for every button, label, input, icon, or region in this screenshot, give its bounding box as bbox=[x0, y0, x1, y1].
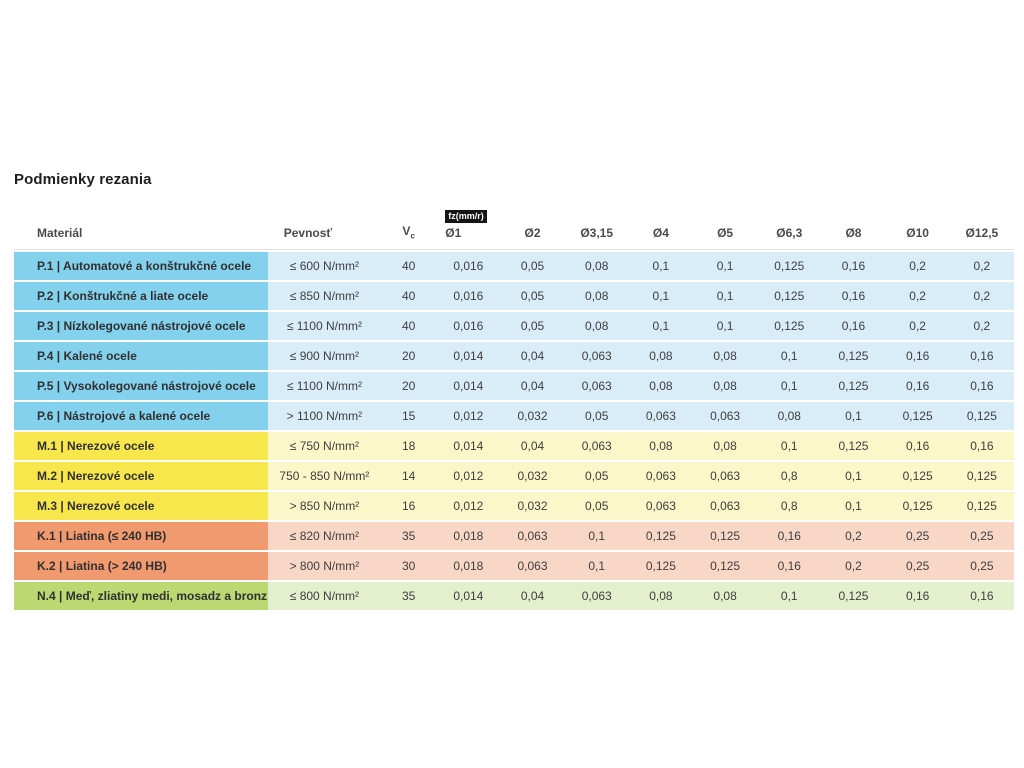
column-header-diameter-2 bbox=[500, 208, 564, 250]
fz-cell-diameter-7: 0,125 bbox=[821, 342, 885, 370]
fz-cell-diameter-8: 0,16 bbox=[886, 582, 950, 610]
fz-cell-diameter-8: 0,125 bbox=[886, 402, 950, 430]
diameter-label: Ø2 bbox=[524, 226, 541, 240]
fz-cell-diameter-7: 0,2 bbox=[821, 552, 885, 580]
fz-cell-diameter-2: 0,04 bbox=[500, 372, 564, 400]
fz-cell-diameter-2: 0,032 bbox=[500, 462, 564, 490]
column-header-diameter-4 bbox=[629, 208, 693, 250]
vc-cell: 40 bbox=[381, 252, 436, 280]
fz-cell-diameter-3: 0,05 bbox=[565, 402, 629, 430]
pevnost-cell: ≤ 800 N/mm² bbox=[268, 582, 381, 610]
fz-cell-diameter-5: 0,1 bbox=[693, 252, 757, 280]
fz-cell-diameter-3: 0,08 bbox=[565, 282, 629, 310]
fz-cell-diameter-8: 0,2 bbox=[886, 312, 950, 340]
fz-cell-diameter-6: 0,16 bbox=[757, 522, 821, 550]
fz-cell-diameter-5: 0,1 bbox=[693, 282, 757, 310]
vc-cell: 35 bbox=[381, 582, 436, 610]
fz-cell-diameter-3: 0,05 bbox=[565, 492, 629, 520]
table-row bbox=[14, 462, 1014, 490]
fz-cell-diameter-4: 0,1 bbox=[629, 312, 693, 340]
fz-cell-diameter-7: 0,1 bbox=[821, 402, 885, 430]
material-cell: P.4 | Kalené ocele bbox=[14, 342, 268, 370]
table-row bbox=[14, 522, 1014, 550]
fz-cell-diameter-1: 0,014 bbox=[436, 372, 500, 400]
fz-cell-diameter-2: 0,063 bbox=[500, 522, 564, 550]
fz-cell-diameter-7: 0,125 bbox=[821, 432, 885, 460]
vc-cell: 20 bbox=[381, 342, 436, 370]
fz-cell-diameter-5: 0,063 bbox=[693, 402, 757, 430]
pevnost-cell: > 800 N/mm² bbox=[268, 552, 381, 580]
column-header-vc bbox=[381, 208, 436, 250]
fz-cell-diameter-1: 0,014 bbox=[436, 342, 500, 370]
table-row bbox=[14, 552, 1014, 580]
fz-cell-diameter-6: 0,8 bbox=[757, 462, 821, 490]
vc-label: V bbox=[402, 223, 411, 238]
vc-cell: 30 bbox=[381, 552, 436, 580]
fz-cell-diameter-9: 0,16 bbox=[950, 582, 1014, 610]
table-row bbox=[14, 312, 1014, 340]
material-cell: P.2 | Konštrukčné a liate ocele bbox=[14, 282, 268, 310]
fz-cell-diameter-2: 0,063 bbox=[500, 552, 564, 580]
fz-cell-diameter-4: 0,1 bbox=[629, 282, 693, 310]
fz-cell-diameter-4: 0,063 bbox=[629, 492, 693, 520]
diameter-label: Ø4 bbox=[652, 226, 669, 240]
fz-cell-diameter-2: 0,05 bbox=[500, 252, 564, 280]
diameter-label: Ø3,15 bbox=[580, 226, 614, 240]
fz-cell-diameter-2: 0,032 bbox=[500, 492, 564, 520]
fz-cell-diameter-7: 0,125 bbox=[821, 582, 885, 610]
page-title: Podmienky rezania bbox=[14, 171, 152, 188]
fz-cell-diameter-2: 0,05 bbox=[500, 282, 564, 310]
material-cell: N.4 | Meď, zliatiny medi, mosadz a bronz bbox=[14, 582, 268, 610]
column-header-diameter-6 bbox=[757, 208, 821, 250]
fz-cell-diameter-9: 0,25 bbox=[950, 552, 1014, 580]
fz-cell-diameter-6: 0,08 bbox=[757, 402, 821, 430]
fz-cell-diameter-4: 0,063 bbox=[629, 402, 693, 430]
fz-cell-diameter-4: 0,08 bbox=[629, 342, 693, 370]
pevnost-cell: ≤ 750 N/mm² bbox=[268, 432, 381, 460]
fz-cell-diameter-8: 0,16 bbox=[886, 372, 950, 400]
fz-cell-diameter-6: 0,16 bbox=[757, 552, 821, 580]
fz-cell-diameter-8: 0,16 bbox=[886, 342, 950, 370]
vc-subscript: c bbox=[410, 231, 415, 240]
fz-cell-diameter-3: 0,05 bbox=[565, 462, 629, 490]
material-cell: P.3 | Nízkolegované nástrojové ocele bbox=[14, 312, 268, 340]
fz-cell-diameter-5: 0,08 bbox=[693, 372, 757, 400]
diameter-label: Ø10 bbox=[906, 226, 929, 240]
fz-cell-diameter-1: 0,018 bbox=[436, 552, 500, 580]
fz-cell-diameter-3: 0,08 bbox=[565, 312, 629, 340]
fz-cell-diameter-3: 0,063 bbox=[565, 432, 629, 460]
fz-cell-diameter-2: 0,04 bbox=[500, 432, 564, 460]
fz-cell-diameter-9: 0,2 bbox=[950, 312, 1014, 340]
fz-cell-diameter-9: 0,125 bbox=[950, 402, 1014, 430]
fz-cell-diameter-5: 0,063 bbox=[693, 492, 757, 520]
fz-cell-diameter-7: 0,16 bbox=[821, 312, 885, 340]
material-cell: M.2 | Nerezové ocele bbox=[14, 462, 268, 490]
fz-cell-diameter-8: 0,16 bbox=[886, 432, 950, 460]
fz-cell-diameter-4: 0,08 bbox=[629, 582, 693, 610]
table-row bbox=[14, 282, 1014, 310]
header-row bbox=[14, 208, 1014, 250]
fz-cell-diameter-5: 0,08 bbox=[693, 432, 757, 460]
fz-cell-diameter-6: 0,125 bbox=[757, 282, 821, 310]
fz-cell-diameter-4: 0,125 bbox=[629, 522, 693, 550]
fz-cell-diameter-5: 0,08 bbox=[693, 342, 757, 370]
fz-cell-diameter-8: 0,2 bbox=[886, 252, 950, 280]
fz-cell-diameter-2: 0,032 bbox=[500, 402, 564, 430]
fz-cell-diameter-8: 0,25 bbox=[886, 522, 950, 550]
fz-cell-diameter-4: 0,08 bbox=[629, 372, 693, 400]
vc-cell: 14 bbox=[381, 462, 436, 490]
vc-cell: 18 bbox=[381, 432, 436, 460]
column-header-diameter-5 bbox=[693, 208, 757, 250]
fz-cell-diameter-7: 0,2 bbox=[821, 522, 885, 550]
vc-cell: 40 bbox=[381, 312, 436, 340]
fz-cell-diameter-5: 0,063 bbox=[693, 462, 757, 490]
pevnost-cell: ≤ 900 N/mm² bbox=[268, 342, 381, 370]
pevnost-cell: ≤ 1100 N/mm² bbox=[268, 372, 381, 400]
material-cell: M.1 | Nerezové ocele bbox=[14, 432, 268, 460]
fz-cell-diameter-6: 0,1 bbox=[757, 342, 821, 370]
pevnost-cell: 750 - 850 N/mm² bbox=[268, 462, 381, 490]
diameter-label: Ø1 bbox=[445, 226, 462, 240]
cutting-conditions-table bbox=[14, 206, 1014, 612]
fz-cell-diameter-2: 0,04 bbox=[500, 582, 564, 610]
vc-cell: 16 bbox=[381, 492, 436, 520]
vc-cell: 35 bbox=[381, 522, 436, 550]
column-header-diameter-9 bbox=[950, 208, 1014, 250]
fz-cell-diameter-7: 0,16 bbox=[821, 252, 885, 280]
fz-cell-diameter-5: 0,125 bbox=[693, 522, 757, 550]
fz-unit-badge: fz(mm/r) bbox=[445, 210, 487, 223]
column-header-material: Materiál bbox=[14, 208, 268, 250]
fz-cell-diameter-9: 0,16 bbox=[950, 342, 1014, 370]
fz-cell-diameter-1: 0,012 bbox=[436, 402, 500, 430]
pevnost-cell: > 1100 N/mm² bbox=[268, 402, 381, 430]
fz-cell-diameter-3: 0,063 bbox=[565, 342, 629, 370]
fz-cell-diameter-6: 0,1 bbox=[757, 372, 821, 400]
fz-cell-diameter-9: 0,125 bbox=[950, 462, 1014, 490]
fz-cell-diameter-6: 0,125 bbox=[757, 312, 821, 340]
column-header-diameter-3 bbox=[565, 208, 629, 250]
fz-cell-diameter-7: 0,1 bbox=[821, 492, 885, 520]
material-cell: P.1 | Automatové a konštrukčné ocele bbox=[14, 252, 268, 280]
fz-cell-diameter-3: 0,08 bbox=[565, 252, 629, 280]
diameter-label: Ø5 bbox=[717, 226, 734, 240]
fz-cell-diameter-8: 0,25 bbox=[886, 552, 950, 580]
fz-cell-diameter-6: 0,125 bbox=[757, 252, 821, 280]
fz-cell-diameter-6: 0,1 bbox=[757, 582, 821, 610]
fz-cell-diameter-4: 0,063 bbox=[629, 462, 693, 490]
fz-cell-diameter-6: 0,8 bbox=[757, 492, 821, 520]
diameter-label: Ø6,3 bbox=[776, 226, 803, 240]
column-header-diameter-1 bbox=[436, 208, 500, 250]
content-area bbox=[14, 171, 1014, 612]
table-row bbox=[14, 402, 1014, 430]
fz-cell-diameter-7: 0,1 bbox=[821, 462, 885, 490]
material-cell: K.1 | Liatina (≤ 240 HB) bbox=[14, 522, 268, 550]
fz-cell-diameter-3: 0,1 bbox=[565, 552, 629, 580]
vc-cell: 15 bbox=[381, 402, 436, 430]
fz-cell-diameter-1: 0,012 bbox=[436, 462, 500, 490]
table-row bbox=[14, 432, 1014, 460]
fz-cell-diameter-1: 0,018 bbox=[436, 522, 500, 550]
fz-cell-diameter-5: 0,125 bbox=[693, 552, 757, 580]
diameter-label: Ø8 bbox=[845, 226, 862, 240]
fz-cell-diameter-4: 0,1 bbox=[629, 252, 693, 280]
column-header-diameter-8 bbox=[886, 208, 950, 250]
fz-cell-diameter-7: 0,16 bbox=[821, 282, 885, 310]
fz-cell-diameter-4: 0,08 bbox=[629, 432, 693, 460]
pevnost-cell: ≤ 1100 N/mm² bbox=[268, 312, 381, 340]
fz-cell-diameter-1: 0,012 bbox=[436, 492, 500, 520]
fz-cell-diameter-5: 0,1 bbox=[693, 312, 757, 340]
pevnost-cell: ≤ 850 N/mm² bbox=[268, 282, 381, 310]
fz-cell-diameter-3: 0,1 bbox=[565, 522, 629, 550]
fz-cell-diameter-1: 0,016 bbox=[436, 312, 500, 340]
pevnost-cell: ≤ 600 N/mm² bbox=[268, 252, 381, 280]
column-header-pevnost: Pevnosť bbox=[268, 208, 381, 250]
fz-cell-diameter-1: 0,014 bbox=[436, 432, 500, 460]
material-cell: M.3 | Nerezové ocele bbox=[14, 492, 268, 520]
pevnost-cell: ≤ 820 N/mm² bbox=[268, 522, 381, 550]
pevnost-cell: > 850 N/mm² bbox=[268, 492, 381, 520]
table-body bbox=[14, 252, 1014, 610]
vc-cell: 20 bbox=[381, 372, 436, 400]
material-cell: P.6 | Nástrojové a kalené ocele bbox=[14, 402, 268, 430]
fz-cell-diameter-9: 0,125 bbox=[950, 492, 1014, 520]
column-header-diameter-7 bbox=[821, 208, 885, 250]
fz-cell-diameter-1: 0,014 bbox=[436, 582, 500, 610]
fz-cell-diameter-9: 0,16 bbox=[950, 432, 1014, 460]
fz-cell-diameter-9: 0,2 bbox=[950, 252, 1014, 280]
fz-cell-diameter-2: 0,04 bbox=[500, 342, 564, 370]
fz-cell-diameter-3: 0,063 bbox=[565, 582, 629, 610]
fz-cell-diameter-1: 0,016 bbox=[436, 282, 500, 310]
material-cell: P.5 | Vysokolegované nástrojové ocele bbox=[14, 372, 268, 400]
diameter-label: Ø12,5 bbox=[965, 226, 999, 240]
fz-cell-diameter-9: 0,2 bbox=[950, 282, 1014, 310]
table-row bbox=[14, 372, 1014, 400]
fz-cell-diameter-8: 0,2 bbox=[886, 282, 950, 310]
table-row bbox=[14, 252, 1014, 280]
table-row bbox=[14, 342, 1014, 370]
fz-cell-diameter-8: 0,125 bbox=[886, 462, 950, 490]
fz-cell-diameter-4: 0,125 bbox=[629, 552, 693, 580]
fz-cell-diameter-3: 0,063 bbox=[565, 372, 629, 400]
fz-cell-diameter-1: 0,016 bbox=[436, 252, 500, 280]
fz-cell-diameter-8: 0,125 bbox=[886, 492, 950, 520]
material-cell: K.2 | Liatina (> 240 HB) bbox=[14, 552, 268, 580]
table-row bbox=[14, 492, 1014, 520]
vc-cell: 40 bbox=[381, 282, 436, 310]
fz-cell-diameter-5: 0,08 bbox=[693, 582, 757, 610]
fz-cell-diameter-9: 0,25 bbox=[950, 522, 1014, 550]
fz-cell-diameter-9: 0,16 bbox=[950, 372, 1014, 400]
table-row bbox=[14, 582, 1014, 610]
fz-cell-diameter-2: 0,05 bbox=[500, 312, 564, 340]
fz-cell-diameter-6: 0,1 bbox=[757, 432, 821, 460]
fz-cell-diameter-7: 0,125 bbox=[821, 372, 885, 400]
table-header bbox=[14, 208, 1014, 250]
